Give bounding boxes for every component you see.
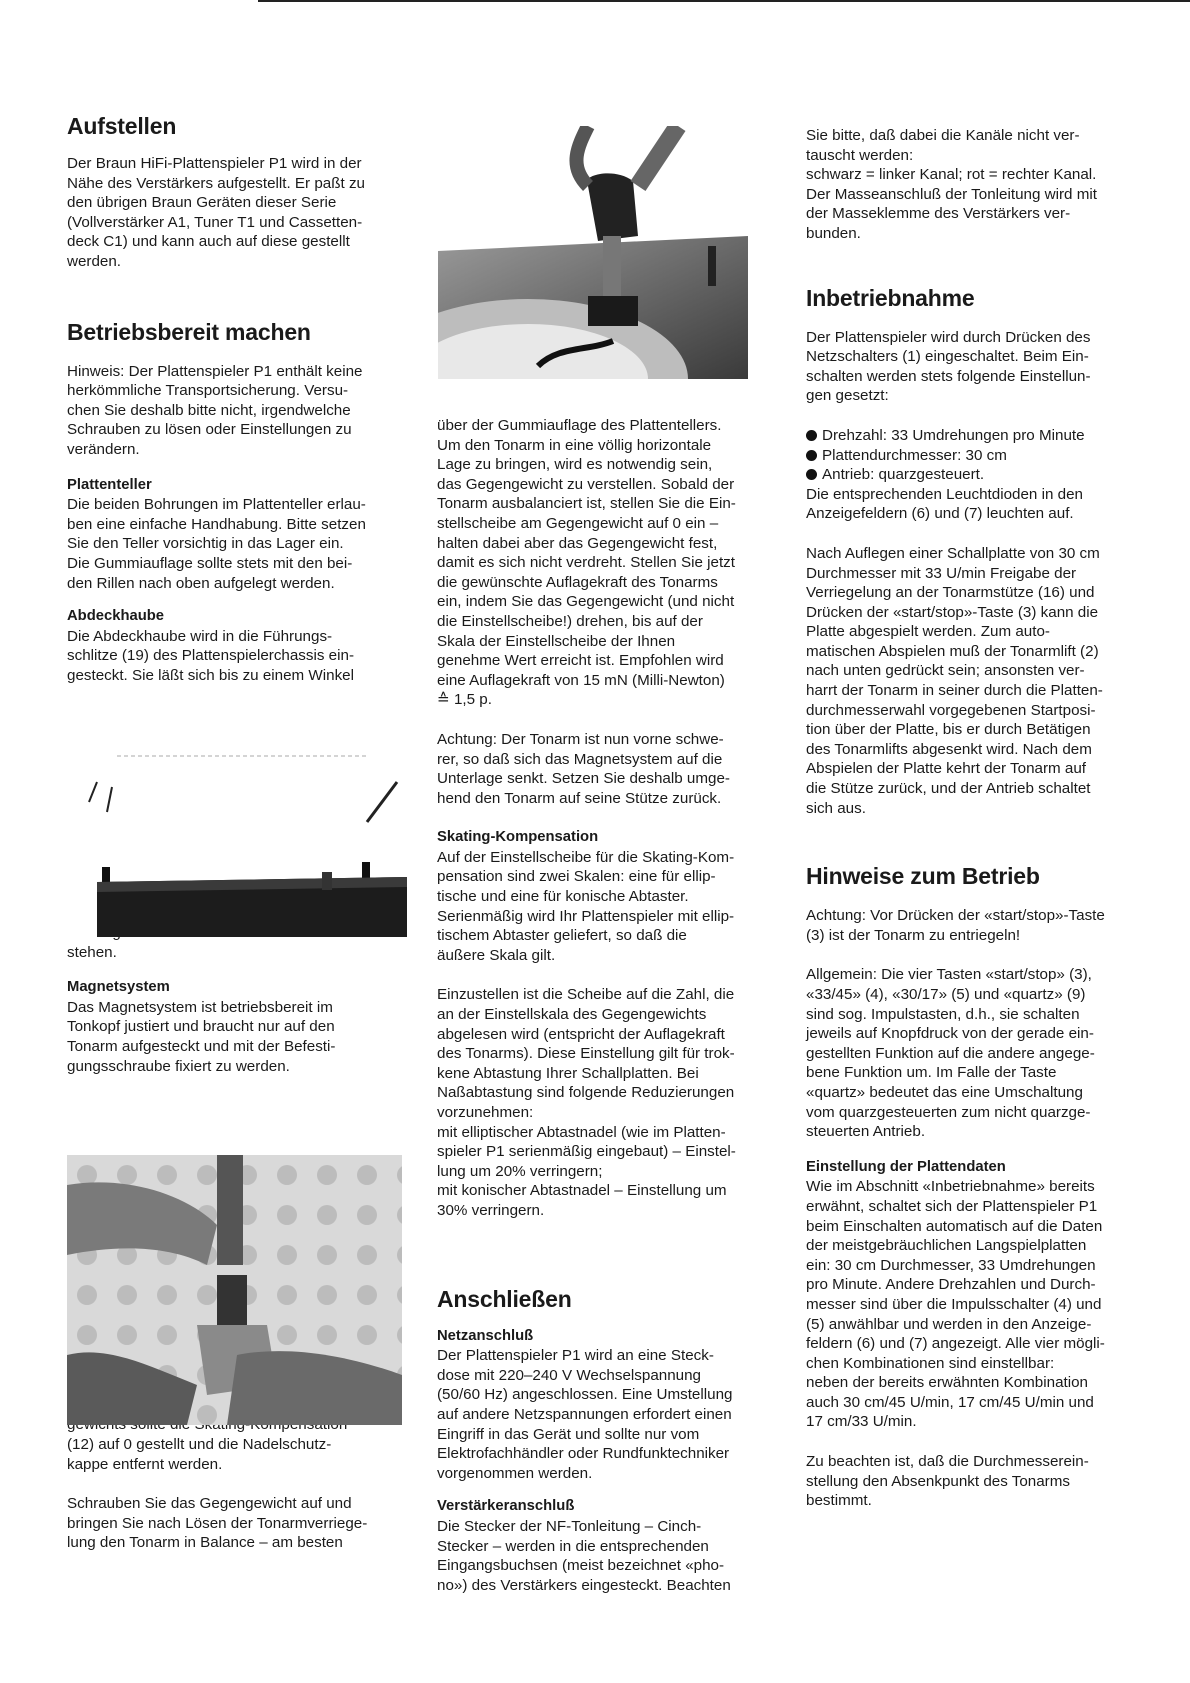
para-gegengewicht-2: Schrauben Sie das Gegengewicht auf und bringen Sie nach Lösen der Tonarmverriege- lung den Tonarm in Balance – am besten (67, 1495, 368, 1552)
para-plattenteller: Die beiden Bohrungen im Plattenteller erlau- ben eine einfache Handhabung. Bitte setzen Sie den Teller vorsichtig in das Lager ein. Die Gummiauflage sollte stets mit den bei- den Rillen nach oben aufgelegt werden. (67, 496, 366, 592)
photo-cartridge-mounting (67, 1155, 402, 1425)
column-right (806, 126, 1146, 1511)
heading-skating: Skating-Kompensation (437, 829, 599, 846)
heading-verstaerkeranschluss: Verstärkeranschluß (437, 1498, 575, 1515)
bullet-icon (806, 469, 817, 480)
list-item: Antrieb: quarzgesteuert. (806, 465, 1146, 485)
heading-plattenteller: Plattenteller (67, 476, 152, 493)
para-inbetriebnahme: Der Plattenspieler wird durch Drücken des Netzschalters (1) eingeschaltet. Beim Ein- schalten werden stets folgende Einstellun- gen gesetzt: (806, 328, 1091, 405)
heading-betriebsbereit: Betriebsbereit machen (67, 318, 311, 345)
para-beachten: Zu beachten ist, daß die Durchmesserein- stellung den Absenkpunkt des Tonarms bestimmt. (806, 1453, 1089, 1510)
para-magnetsystem: Das Magnetsystem ist betriebsbereit im Tonkopf justiert und braucht nur auf den Tonarm aufgesteckt und mit der Befesti- gungsschraube fixiert zu werden. (67, 998, 336, 1075)
top-rule (258, 0, 1190, 2)
para-achtung-tonarm: Achtung: Der Tonarm ist nun vorne schwe- rer, so daß sich das Magnetsystem auf die Unterlage senkt. Setzen Sie deshalb umge- hend den Tonarm auf seine Stütze zurück. (437, 730, 730, 807)
heading-netzanschluss: Netzanschluß (437, 1327, 534, 1344)
para-kanaele: Sie bitte, daß dabei die Kanäle nicht ver- tauscht werden: schwarz = linker Kanal; rot = rechter Kanal. Der Masseanschluß der Tonleitung wird mit der Masseklemme des Verstärkers ver- bunden. (806, 127, 1097, 242)
para-einstellung-plattendaten: Wie im Abschnitt «Inbetriebnahme» bereits erwähnt, schaltet sich der Plattenspieler P1 beim Einschalten automatisch auf die Daten der meistgebräuchlichen Langspielplatten ein: 30 cm Durchmesser, 33 Umdrehungen pro Minute. Andere Drehzahlen und Durch- messer sind über die Impulsschalter (4) und (5) anwählbar und werden in den Anzeige- feldern (6) und (7) angezeigt. Alle vier mögli- chen Kombinationen sind einstellbar: neben der bereits erwähnten Kombination auch 30 cm/45 U/min, 17 cm/45 U/min und 17 cm/33 U/min. (806, 1178, 1105, 1431)
para-einzustellen: Einzustellen ist die Scheibe auf die Zahl, die an der Einstellskala des Gegengewichts abgelesen wird (entspricht der Auflagekraft des Tonarms). Diese Einstellung gilt für trok- kene Abtastung Ihrer Schallplatten. Bei Naßabtastung sind folgende Reduzierungen vorzunehmen: mit elliptischer Abtastnadel (wie im Platten- spieler P1 serienmäßig eingebaut) – Einstel- lung um 20% verringern; mit konischer Abtastnadel – Einstellung um 30% verringern. (437, 986, 736, 1219)
list-item: Drehzahl: 33 Umdrehungen pro Minute (806, 426, 1146, 446)
para-abdeckhaube: Die Abdeckhaube wird in die Führungs- schlitze (19) des Plattenspielerchassis ein- gesteckt. Sie läßt sich bis zu einem Winkel (67, 627, 355, 684)
column-middle (437, 400, 767, 1595)
para-aufstellen: Der Braun HiFi-Plattenspieler P1 wird in der Nähe des Verstärkers aufgestellt. Er paßt zu den übrigen Braun Geräten dieser Serie (Vollverstärker A1, Tuner T1 und Cassetten- deck C1) und kann auch auf diese gestellt werden. (67, 155, 365, 270)
para-skating: Auf der Einstellscheibe für die Skating-Kom- pensation sind zwei Skalen: eine für ellip- tische und eine für konische Abtaster. Serienmäßig wird Ihr Plattenspieler mit ellip- tischem Abtaster geliefert, so daß die äußere Skala gilt. (437, 848, 735, 964)
heading-aufstellen: Aufstellen (67, 113, 177, 139)
para-abdeckhaube-cont: stehen. (67, 943, 117, 961)
para-allgemein: Allgemein: Die vier Tasten «start/stop» (3), «33/45» (4), «30/17» (5) und «quartz» (9) sind sog. Impulstasten, d.h., sie schalten jeweils auf Knopfdruck von der gerade ein- gestellten Funktion auf die andere angege- bene Funktion um. Im Falle der Taste «quartz» bedeutet das eine Umschaltung vom quarzgesteuerten zum nicht quarzge- steuerten Antrieb. (806, 966, 1095, 1141)
heading-abdeckhaube: Abdeckhaube (67, 608, 165, 625)
heading-inbetriebnahme: Inbetriebnahme (806, 284, 975, 311)
para-hinweis: Hinweis: Der Plattenspieler P1 enthält keine herkömmliche Transportsicherung. Versu- chen Sie deshalb bitte nicht, irgendwelche Schrauben zu lösen oder Einstellungen zu verändern. (67, 362, 363, 458)
settings-bullet-list (806, 426, 1146, 485)
photo-tonearm-counterweight (438, 126, 748, 379)
para-verstaerkeranschluss: Die Stecker der NF-Tonleitung – Cinch- Stecker – werden in die entsprechenden Eingangsbuchsen (meist bezeichnet «pho- no») des Verstärkers eingesteckt. Beachten (437, 1517, 731, 1594)
heading-magnetsystem: Magnetsystem (67, 979, 170, 996)
heading-anschliessen: Anschließen (437, 1285, 572, 1312)
para-leuchtdioden: Die entsprechenden Leuchtdioden in den Anzeigefeldern (6) und (7) leuchten auf. (806, 485, 1083, 523)
para-achtung-start-stop: Achtung: Vor Drücken der «start/stop»-Taste (3) ist der Tonarm zu entriegeln! (806, 907, 1105, 944)
para-gegengewicht: (12) auf 0 gestellt und die Nadelschutz- kappe entfernt werden. (67, 1436, 332, 1473)
para-gummiauflage: über der Gummiauflage des Plattentellers. Um den Tonarm in eine völlig horizontale Lage zu bringen, wird es notwendig sein, das Gegengewicht zu verstellen. Sobald der Tonarm ausbalanciert ist, stellen Sie die Ein- stellscheibe am Gegengewicht auf 0 ein – halten dabei aber das Gegengewicht fest, damit es sich nicht verdreht. Stellen Sie jetzt die gewünschte Auflagekraft des Tonarms ein, indem Sie das Gegengewicht (und nicht die Einstellscheibe!) drehen, bis auf der Skala der Einstellscheibe der Ihnen genehme Wert erreicht ist. Empfohlen wird eine Auflagekraft von 15 mN (Milli-Newton) ≙ 1,5 p. (437, 417, 736, 709)
photo-dust-cover (67, 742, 407, 937)
bullet-icon (806, 450, 817, 461)
list-item: Plattendurchmesser: 30 cm (806, 446, 1146, 466)
para-netzanschluss: Der Plattenspieler P1 wird an eine Steck- dose mit 220–240 V Wechselspannung (50/60 Hz) angeschlossen. Eine Umstellung auf andere Netzspannungen erfordert einen Eingriff in das Gerät und sollte nur vom Elektrofachhändler oder Rundfunktechniker vorgenommen werden. (437, 1347, 733, 1482)
heading-einstellung-plattendaten: Einstellung der Plattendaten (806, 1158, 1006, 1175)
para-auflegen: Nach Auflegen einer Schallplatte von 30 cm Durchmesser mit 33 U/min Freigabe der Verriegelung an der Tonarmstütze (16) und Drücken der «start/stop»-Taste (3) kann die Platte abgespielt werden. Zum auto- matischen Abspielen muß der Tonarmlift (2) nach unten gedrückt sein; ansonsten ver- harrt der Tonarm in seiner durch die Platten- durchmesserwahl vorgegebenen Startposi- tion über der Platte, bis er durch Betätigen des Tonarmlifts abgesenkt wird. Nach dem Abspielen der Platte kehrt der Tonarm auf die Stütze zurück, und der Antrieb schaltet sich aus. (806, 544, 1103, 817)
heading-hinweise-betrieb: Hinweise zum Betrieb (806, 863, 1040, 890)
bullet-icon (806, 430, 817, 441)
